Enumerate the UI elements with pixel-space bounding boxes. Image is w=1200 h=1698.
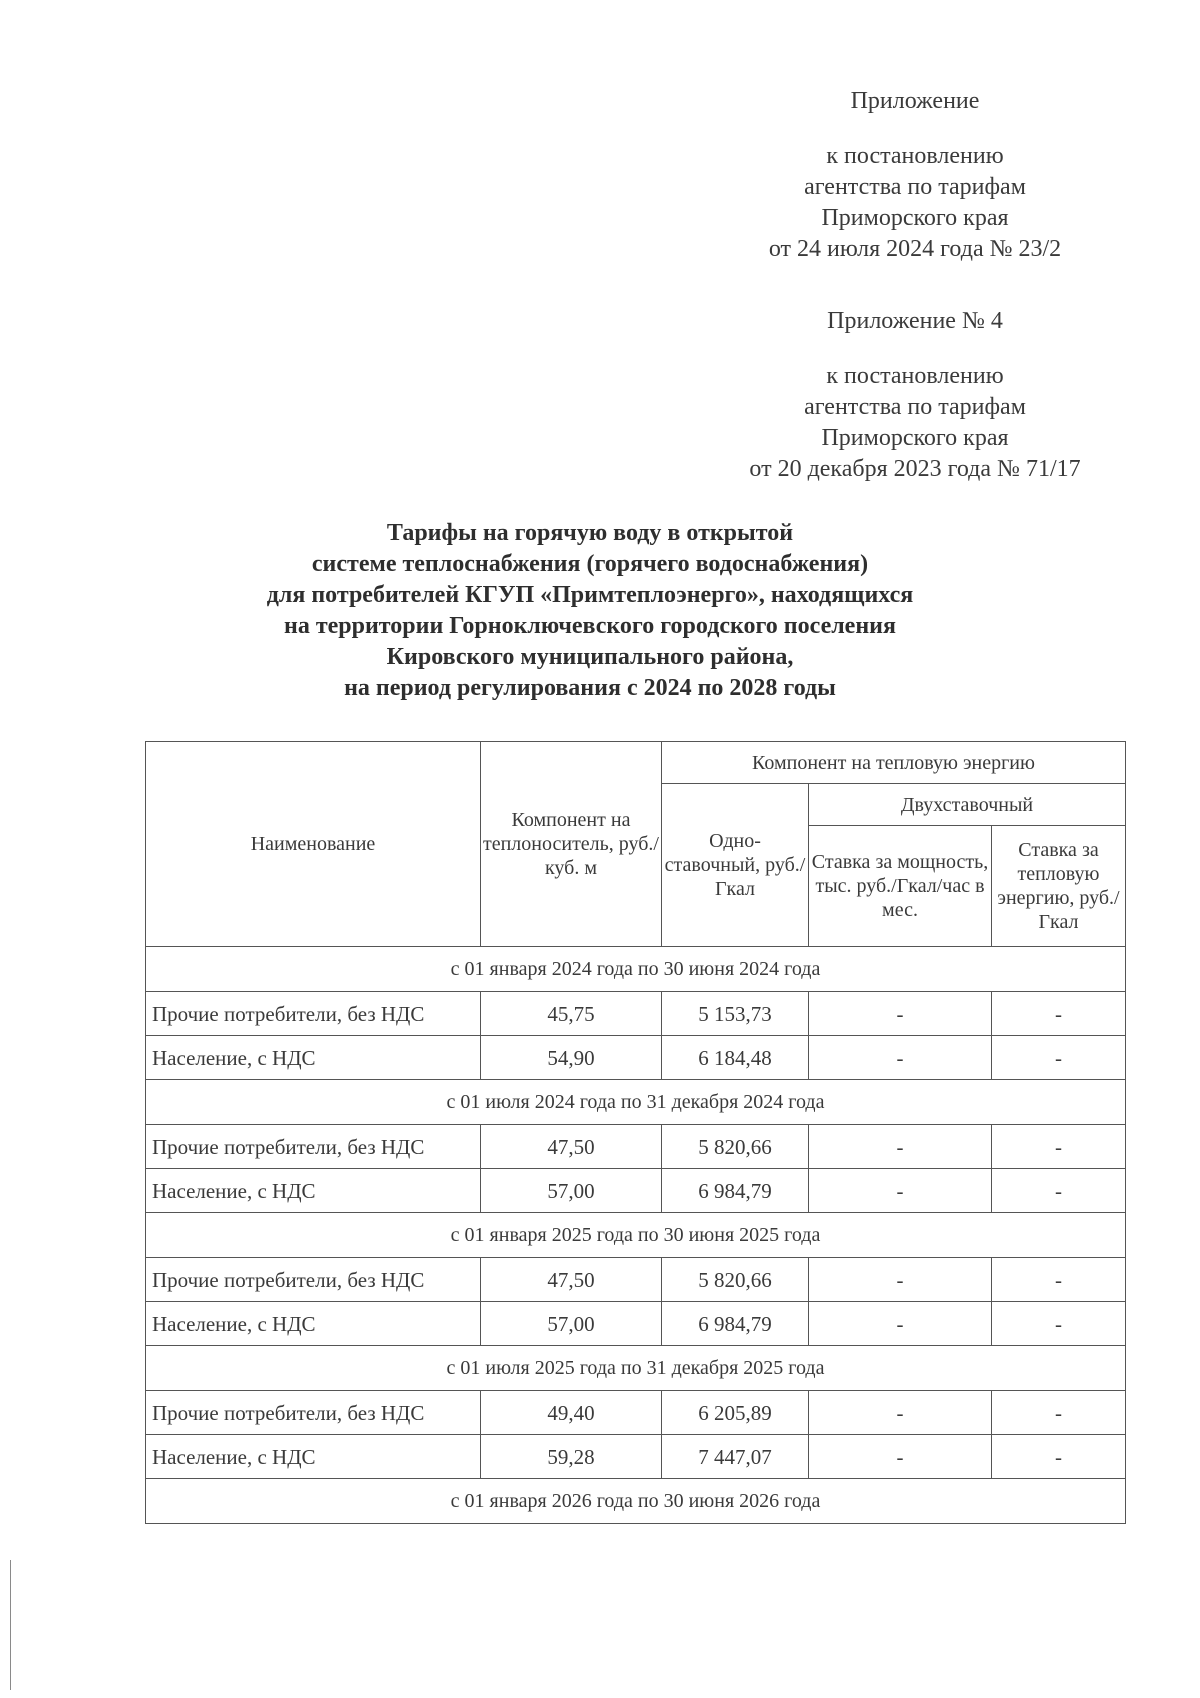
title-line: на территории Горноключевского городского поселения (284, 613, 896, 639)
energy-rate-cell: - (992, 1125, 1126, 1169)
single-rate-cell: 5 153,73 (662, 992, 809, 1036)
period-label: с 01 июля 2024 года по 31 декабря 2024 года (146, 1080, 1126, 1125)
consumer-name-cell: Прочие потребители, без НДС (146, 1391, 481, 1435)
period-label: с 01 июля 2025 года по 31 декабря 2025 года (146, 1346, 1126, 1391)
carrier-value-cell: 57,00 (481, 1302, 662, 1346)
appendix-4-label: Приложение № 4 (827, 308, 1003, 334)
energy-rate-cell: - (992, 992, 1126, 1036)
scan-edge-line (10, 1560, 11, 1690)
capacity-rate-cell: - (809, 992, 992, 1036)
appendix-1-ref-line: к постановлению (826, 143, 1004, 169)
period-row (146, 1479, 1126, 1524)
single-rate-cell: 5 820,66 (662, 1125, 809, 1169)
capacity-rate-cell: - (809, 1169, 992, 1213)
document-title (140, 518, 1040, 704)
table-row (146, 992, 1126, 1036)
period-row (146, 1080, 1126, 1125)
energy-rate-cell: - (992, 1258, 1126, 1302)
single-rate-cell: 7 447,07 (662, 1435, 809, 1479)
consumer-name-cell: Население, с НДС (146, 1036, 481, 1080)
table-row (146, 1391, 1126, 1435)
carrier-value-cell: 54,90 (481, 1036, 662, 1080)
single-rate-cell: 6 984,79 (662, 1169, 809, 1213)
title-line: для потребителей КГУП «Примтеплоэнерго», находящихся (266, 582, 914, 608)
appendix-4-ref-line: агентства по тарифам (804, 394, 1026, 420)
appendix-1-header (690, 86, 1140, 265)
carrier-value-cell: 45,75 (481, 992, 662, 1036)
appendix-4-ref-line: к постановлению (826, 363, 1004, 389)
carrier-value-cell: 47,50 (481, 1125, 662, 1169)
table-row (146, 1302, 1126, 1346)
table-row (146, 1435, 1126, 1479)
tariff-table (145, 741, 1126, 1524)
appendix-1-label: Приложение (850, 88, 980, 114)
consumer-name-cell: Прочие потребители, без НДС (146, 992, 481, 1036)
carrier-value-cell: 59,28 (481, 1435, 662, 1479)
carrier-value-cell: 47,50 (481, 1258, 662, 1302)
header-row (146, 742, 1126, 784)
period-label: с 01 января 2025 года по 30 июня 2025 года (146, 1213, 1126, 1258)
title-line: Кировского муниципального района, (386, 644, 794, 670)
period-row (146, 1346, 1126, 1391)
header-name: Наименование (146, 742, 481, 947)
consumer-name-cell: Прочие потребители, без НДС (146, 1125, 481, 1169)
consumer-name-cell: Население, с НДС (146, 1169, 481, 1213)
appendix-1-ref-line: Приморского края (821, 205, 1009, 231)
carrier-value-cell: 57,00 (481, 1169, 662, 1213)
header-carrier: Компонент на теплоноситель, руб./куб. м (481, 742, 662, 947)
capacity-rate-cell: - (809, 1391, 992, 1435)
single-rate-cell: 6 184,48 (662, 1036, 809, 1080)
energy-rate-cell: - (992, 1036, 1126, 1080)
header-capacity-rate: Ставка за мощность, тыс. руб./Гкал/час в мес. (809, 826, 992, 947)
single-rate-cell: 5 820,66 (662, 1258, 809, 1302)
period-row (146, 1213, 1126, 1258)
period-label: с 01 января 2024 года по 30 июня 2024 года (146, 947, 1126, 992)
capacity-rate-cell: - (809, 1036, 992, 1080)
table-row (146, 1036, 1126, 1080)
capacity-rate-cell: - (809, 1435, 992, 1479)
header-single-rate: Одно-ставочный, руб./Гкал (662, 784, 809, 947)
header-two-rate: Двухставочный (809, 784, 1126, 826)
header-heat-component: Компонент на тепловую энергию (662, 742, 1126, 784)
consumer-name-cell: Население, с НДС (146, 1302, 481, 1346)
capacity-rate-cell: - (809, 1258, 992, 1302)
capacity-rate-cell: - (809, 1125, 992, 1169)
table-row (146, 1169, 1126, 1213)
capacity-rate-cell: - (809, 1302, 992, 1346)
energy-rate-cell: - (992, 1391, 1126, 1435)
period-row (146, 947, 1126, 992)
energy-rate-cell: - (992, 1302, 1126, 1346)
title-line: Тарифы на горячую воду в открытой (386, 520, 794, 546)
period-label: с 01 января 2026 года по 30 июня 2026 года (146, 1479, 1126, 1524)
table-row (146, 1258, 1126, 1302)
appendix-1-ref-line: от 24 июля 2024 года № 23/2 (768, 236, 1062, 262)
appendix-1-ref-line: агентства по тарифам (804, 174, 1026, 200)
title-line: системе теплоснабжения (горячего водоснабжения) (311, 551, 869, 577)
single-rate-cell: 6 984,79 (662, 1302, 809, 1346)
carrier-value-cell: 49,40 (481, 1391, 662, 1435)
header-energy-rate: Ставка за тепловую энергию, руб./Гкал (992, 826, 1126, 947)
title-line: на период регулирования с 2024 по 2028 годы (344, 675, 836, 701)
energy-rate-cell: - (992, 1435, 1126, 1479)
appendix-4-ref-line: от 20 декабря 2023 года № 71/17 (749, 456, 1081, 482)
energy-rate-cell: - (992, 1169, 1126, 1213)
tariff-table-body (146, 742, 1126, 1524)
appendix-4-header (690, 306, 1140, 485)
appendix-4-ref-line: Приморского края (821, 425, 1009, 451)
table-row (146, 1125, 1126, 1169)
single-rate-cell: 6 205,89 (662, 1391, 809, 1435)
consumer-name-cell: Население, с НДС (146, 1435, 481, 1479)
consumer-name-cell: Прочие потребители, без НДС (146, 1258, 481, 1302)
